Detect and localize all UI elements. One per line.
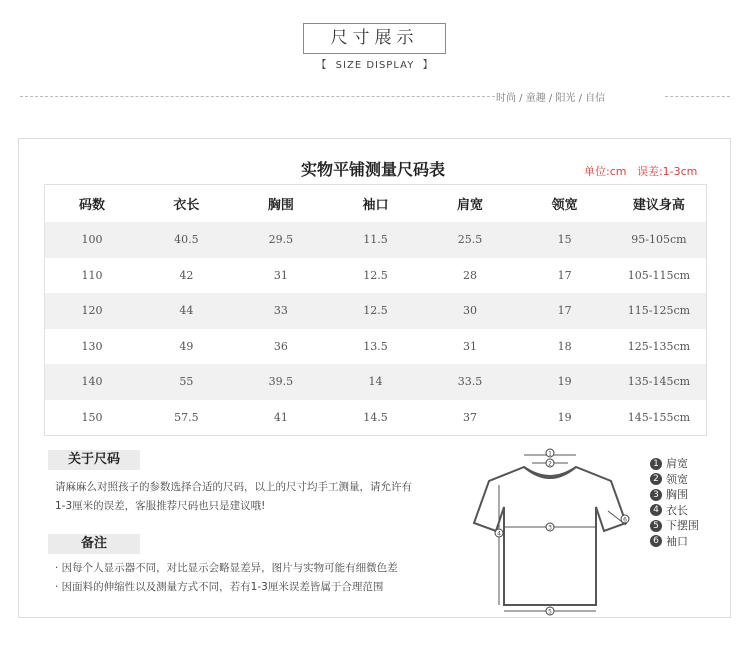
- divider-right: [665, 96, 730, 97]
- table-cell: 120: [45, 293, 140, 329]
- table-cell: 12.5: [363, 268, 388, 282]
- legend-item: [650, 534, 699, 550]
- legend-label: 袖口: [666, 534, 688, 548]
- table-cell: 41: [273, 410, 288, 424]
- diagram-legend: [650, 456, 699, 549]
- legend-number: 5: [650, 520, 662, 532]
- legend-label: 领宽: [666, 472, 688, 486]
- table-header-row: [45, 185, 707, 223]
- marker-hem: [546, 607, 554, 616]
- legend-number: 1: [650, 458, 662, 470]
- header-height: 建议身高: [612, 185, 707, 223]
- table-cell: 95-105cm: [612, 222, 707, 258]
- table-row: [45, 329, 707, 365]
- marker-label: 3: [548, 524, 552, 532]
- table-cell: 130: [81, 339, 103, 353]
- section-title-box: [303, 23, 446, 54]
- remark-item: · 因面料的伸缩性以及测量方式不同，若有1-3厘米误差皆属于合理范围: [55, 581, 384, 593]
- section-subtitle: 【 SIZE DISPLAY 】: [316, 60, 434, 71]
- marker-length: [495, 529, 503, 538]
- tagline: 时尚 / 童趣 / 阳光 / 自信: [496, 93, 606, 104]
- table-cell: 145-155cm: [627, 410, 691, 424]
- table-cell: 29.5: [234, 222, 329, 258]
- table-cell: 42: [179, 268, 194, 282]
- remark-label: 备注: [48, 534, 140, 554]
- header-shoulder: 肩宽: [423, 185, 518, 223]
- marker-shoulder: [546, 449, 554, 458]
- table-cell: 14.5: [363, 410, 388, 424]
- table-cell: 17: [557, 268, 572, 282]
- header-collar: 领宽: [517, 185, 612, 223]
- table-row: [45, 222, 707, 258]
- table-cell: 105-115cm: [627, 268, 691, 282]
- table-cell: 19: [557, 410, 572, 424]
- header-cuff: 袖口: [328, 185, 423, 223]
- size-note-label: 关于尺码: [48, 450, 140, 470]
- legend-label: 肩宽: [666, 457, 688, 470]
- table-cell: 39.5: [234, 364, 329, 400]
- table-cell: 57.5: [174, 410, 199, 424]
- table-row: [45, 364, 707, 400]
- legend-label: 胸围: [666, 488, 688, 501]
- table-cell: 33.5: [423, 364, 518, 400]
- table-cell: 12.5: [328, 293, 423, 329]
- table-row: [45, 293, 707, 329]
- marker-label: 4: [497, 530, 501, 538]
- remark-list: [55, 559, 450, 597]
- table-cell: 14: [328, 364, 423, 400]
- header-chest: 胸围: [234, 185, 329, 223]
- table-cell: 28: [463, 268, 478, 282]
- table-cell: 135-145cm: [612, 364, 707, 400]
- unit-note: 单位:cm 误差:1-3cm: [584, 165, 698, 178]
- legend-number: 4: [650, 504, 662, 516]
- table-cell: 17: [517, 293, 612, 329]
- table-cell: 49: [179, 339, 194, 353]
- legend-item: [650, 487, 699, 503]
- table-cell: 18: [557, 339, 572, 353]
- table-cell: 25.5: [423, 222, 518, 258]
- marker-chest: [546, 523, 554, 532]
- table-cell: 36: [273, 339, 288, 353]
- marker-collar: [546, 459, 554, 468]
- legend-item: [650, 456, 699, 472]
- legend-number: 2: [650, 473, 662, 485]
- legend-number: 6: [650, 535, 662, 547]
- size-note-text: [55, 478, 450, 516]
- table-cell: 125-135cm: [627, 339, 691, 353]
- table-cell: 55: [139, 364, 234, 400]
- table-cell: 40.5: [139, 222, 234, 258]
- table-cell: 11.5: [328, 222, 423, 258]
- table-cell: 30: [423, 293, 518, 329]
- marker-label: 6: [623, 516, 627, 524]
- section-title: 尺寸展示: [330, 28, 419, 48]
- size-table: [44, 184, 707, 436]
- table-cell: 13.5: [363, 339, 388, 353]
- table-cell: 44: [139, 293, 234, 329]
- header-length: 衣长: [139, 185, 234, 223]
- legend-item: [650, 472, 699, 488]
- table-cell: 110: [81, 268, 103, 282]
- header-size: 码数: [45, 185, 140, 223]
- table-cell: 140: [45, 364, 140, 400]
- size-table-title: 实物平铺测量尺码表: [300, 160, 445, 179]
- marker-cuff: [621, 515, 629, 524]
- divider-left: [20, 96, 495, 97]
- table-cell: 15: [517, 222, 612, 258]
- table-cell: 31: [273, 268, 288, 282]
- size-note-line: 请麻麻么对照孩子的参数选择合适的尺码，以上的尺寸均手工测量，请允许有: [55, 481, 412, 493]
- table-cell: 37: [463, 410, 478, 424]
- marker-label: 2: [548, 460, 552, 468]
- legend-item: [650, 518, 699, 534]
- table-row: [45, 400, 707, 436]
- remark-item: · 因每个人显示器不同，对比显示会略显差异，图片与实物可能有细微色差: [55, 562, 398, 574]
- table-cell: 100: [45, 222, 140, 258]
- table-cell: 115-125cm: [612, 293, 707, 329]
- table-cell: 31: [463, 339, 478, 353]
- size-note-line: 1-3厘米的误差，客服推荐尺码也只是建议哦!: [55, 500, 266, 512]
- marker-label: 1: [548, 450, 552, 458]
- table-cell: 150: [81, 410, 103, 424]
- table-cell: 33: [234, 293, 329, 329]
- table-cell: 19: [517, 364, 612, 400]
- table-row: [45, 258, 707, 294]
- legend-item: [650, 503, 699, 519]
- tshirt-measure-diagram: [466, 445, 641, 620]
- legend-label: 下摆围: [666, 519, 699, 532]
- legend-number: 3: [650, 489, 662, 501]
- legend-label: 衣长: [666, 503, 688, 517]
- marker-label: 5: [548, 608, 552, 616]
